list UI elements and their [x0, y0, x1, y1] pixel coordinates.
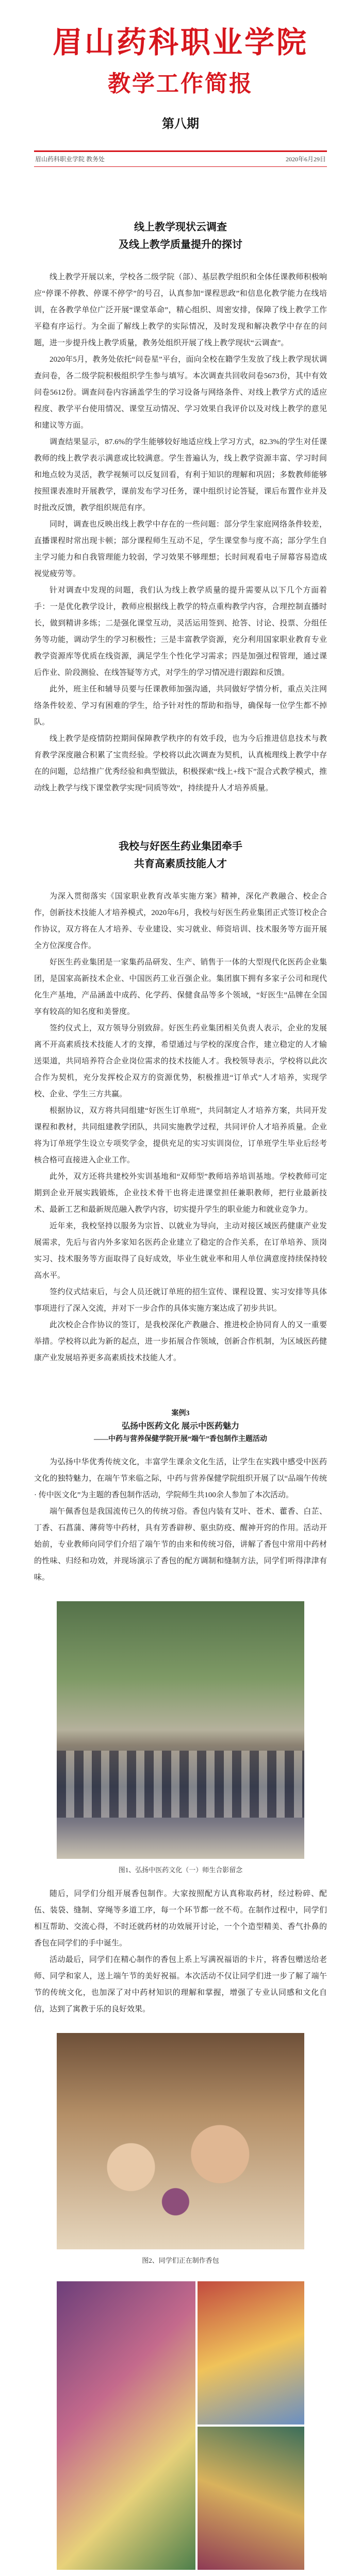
article2-paragraph: 签约仪式上，双方领导分别致辞。好医生药业集团相关负责人表示，企业的发展离不开高素质技术技能人才的支撑，希望通过与学校的深度合作，建立稳定的人才输送渠道，共同培养符合企业岗位需求的技术技能人才。我校领导表示，学校将以此次合作为契机，充分发挥校企双方的资源优势，积极推进“订单式”人才培养，实现学校、企业、学生三方共赢。 — [34, 1024, 327, 1098]
masthead — [34, 25, 327, 167]
figure-making-sachets — [57, 2033, 304, 2266]
article1-paragraph: 线上教学是疫情防控期间保障教学秩序的有效手段，也为今后推进信息技术与教育教学深度融合积累了宝贵经验。学校将以此次调查为契机，认真梳理线上教学中存在的问题，总结推广优秀经验和典型做法，积极探索“线上+线下”混合式教学模式，推动线上教学与线下课堂教学实现“同质等效”，持续提升人才培养质量。 — [34, 735, 327, 792]
article2-paragraph: 签约仪式结束后，与会人员还就订单班的招生宣传、课程设置、实习安排等具体事项进行了深入交流，并对下一步合作的具体实施方案达成了初步共识。 — [34, 1288, 327, 1313]
article1-paragraph: 线上教学开展以来，学校各二级学院（部）、基层教学组织和全体任课教师积极响应“停课不停教、停课不停学”的号召，认真参加“课程思政”和信息化教学能力在线培训，在各教学单位广泛开展“课堂革命”，精心组织、周密安排，保障了线上教学工作平稳有序运行。为全面了解线上教学的实际情况，及时发现和解决教学中存在的问题，进一步提升线上教学质量，教务处组织开展了线上教学现状“云调查”。 — [34, 273, 327, 347]
figure-sachet-collage — [57, 2281, 304, 2576]
publisher: 眉山药科职业学院 教务处 — [35, 156, 105, 163]
figure-group-photo — [57, 1601, 304, 1875]
article1-paragraph: 调查结果显示，87.6%的学生能够较好地适应线上学习方式，82.3%的学生对任课教师的线上教学表示满意或比较满意。学生普遍认为，线上教学资源丰富、学习时间和地点较为灵活，教学视频可以反复回看，有利于知识的理解和巩固；多数教师能够按照课表准时开展教学，课前发布学习任务，课中组织讨论答疑，课后布置作业并及时批改反馈，教学组织规范有序。 — [34, 438, 327, 512]
article-online-teaching-survey — [34, 218, 327, 796]
article3-paragraph: 随后，同学们分组开展香包制作。大家按照配方认真称取药材，经过粉碎、配伍、装袋、缝制、穿绳等多道工序，每一个环节都一丝不苟。在制作过程中，同学们相互帮助、交流心得，不时还就药材的功效展开讨论，一个个造型精美、香气扑鼻的香包在同学们的手中诞生。 — [34, 1890, 327, 1947]
photo-sachets-display-3 — [198, 2427, 304, 2570]
case-title: 弘扬中医药文化 展示中医药魅力 — [121, 1422, 239, 1431]
article1-title-line: 线上教学现状云调查 — [134, 222, 227, 233]
figure-caption-line: 图1、弘扬中医药文化（一）师生合影留念 — [118, 1866, 243, 1874]
photo-collage — [57, 2281, 304, 2570]
photo-hands-making-sachets — [57, 2033, 304, 2249]
article-school-enterprise-cooperation — [34, 838, 327, 1366]
article2-paragraph: 此次校企合作协议的签订，是我校深化产教融合、推进校企协同育人的又一重要举措。学校将以此为新的起点，进一步拓展合作领域，创新合作机制，为区域医药健康产业发展培养更多高素质技术技能人才。 — [34, 1321, 327, 1362]
school-name: 眉山药科职业学院 — [52, 26, 308, 59]
figure-caption — [57, 2256, 304, 2266]
photo-group-outdoor — [57, 1601, 304, 1859]
article2-paragraph: 此外，双方还将共建校外实训基地和“双师型”教师培养培训基地。学校教师可定期到企业开展实践锻炼，企业技术骨干也将走进课堂担任兼职教师，把行业最新技术、最新工艺和最新规范融入教学内容，切实提升学生的职业能力和就业竞争力。 — [34, 1173, 327, 1214]
article1-title — [34, 218, 327, 253]
article1-paragraph: 2020年5月，教务处依托“问卷星”平台，面向全校在籍学生发放了线上教学现状调查问卷，各二级学院积极组织学生参与填写。本次调查共回收问卷5673份，其中有效问卷5612份。调查问卷内容涵盖学生的学习设备与网络条件、对线上教学方式的适应程度、教学平台使用情况、课堂互动情况、学习效果自我评价以及对线上教学的意见和建议等方面。 — [34, 355, 327, 430]
bulletin-title: 教学工作简报 — [108, 71, 253, 96]
article3-paragraph: 为弘扬中华优秀传统文化，丰富学生课余文化生活，让学生在实践中感受中医药文化的独特魅力，在端午节来临之际，中药与营养保健学院组织开展了以“品端午传统 · 传中医文化”为主题的香包制作活动，学院师生共100余人参加了本次活动。 — [34, 1458, 327, 1499]
article2-title-line: 我校与好医生药业集团牵手 — [119, 841, 242, 852]
article1-paragraph: 针对调查中发现的问题，我们认为线上教学质量的提升需要从以下几个方面着手：一是优化教学设计，教师应根据线上教学的特点重构教学内容，合理控制直播时长，做到精讲多练；二是强化课堂互动，灵活运用签到、抢答、讨论、投票、分组任务等功能，调动学生的学习积极性；三是丰富教学资源，充分利用国家职业教育专业教学资源库等优质在线资源，满足学生个性化学习需求；四是加强过程管理，通过课后作业、阶段测验、在线答疑等方式，对学生的学习情况进行跟踪和反馈。 — [34, 586, 327, 677]
article1-paragraph: 此外，班主任和辅导员要与任课教师加强沟通，共同做好学情分析，重点关注网络条件较差、学习有困难的学生，给予针对性的帮助和指导，确保每一位学生都不掉队。 — [34, 685, 327, 726]
article2-title-line: 共育高素质技能人才 — [134, 858, 227, 870]
article1-paragraph: 同时，调查也反映出线上教学中存在的一些问题：部分学生家庭网络条件较差，直播课程时常出现卡顿；部分课程师生互动不足，学生课堂参与度不高；部分学生自主学习能力和自我管理能力较弱，学习效果不够理想；长时间观看电子屏幕容易造成视觉疲劳等。 — [34, 520, 327, 578]
photo-sachets-display-2 — [198, 2281, 304, 2425]
photo-sachets-display-1 — [57, 2281, 195, 2570]
article3-paragraph-group — [34, 1886, 327, 2018]
article3-paragraph: 端午佩香包是我国流传已久的传统习俗。香包内装有艾叶、苍术、藿香、白芷、丁香、石菖蒲、薄荷等中药材，具有芳香辟秽、驱虫防疫、醒神开窍的作用。活动开始前，专业教师向同学们介绍了端午节的由来和传统习俗，讲解了香包中常用中药材的性味、归经和功效，并现场演示了香包的配方调制和缝制方法，同学们听得津津有味。 — [34, 1507, 327, 1582]
article2-paragraph: 好医生药业集团是一家集药品研发、生产、销售于一体的大型现代化医药企业集团，是国家高新技术企业、中国医药工业百强企业。集团旗下拥有多家子公司和现代化生产基地，产品涵盖中成药、化学药、保健食品等多个领域，“好医生”品牌在全国享有较高的知名度和美誉度。 — [34, 958, 327, 1016]
article2-title — [34, 838, 327, 873]
issue-number: 第八期 — [162, 117, 199, 131]
article3-paragraph: 活动最后，同学们在精心制作的香包上系上写满祝福语的卡片，将香包赠送给老师、同学和家人，送上端午节的美好祝福。本次活动不仅让同学们进一步了解了端午节的传统文化，也加深了对中药材知识的理解和掌握，增强了专业认同感和文化自信，达到了寓教于乐的良好效果。 — [34, 1956, 327, 2013]
article2-paragraph: 为深入贯彻落实《国家职业教育改革实施方案》精神，深化产教融合、校企合作，创新技术技能人才培养模式，2020年6月，我校与好医生药业集团正式签订校企合作协议，双方将在人才培养、专业建设、实习就业、师资培训、技术服务等方面开展全方位深度合作。 — [34, 892, 327, 950]
masthead-meta-bar — [34, 150, 327, 167]
figure-caption-line: 图2、同学们正在制作香包 — [142, 2257, 219, 2264]
case-label: 案例3 — [171, 1410, 190, 1417]
article2-paragraph: 近年来，我校坚持以服务为宗旨、以就业为导向，主动对接区域医药健康产业发展需求，先后与省内外多家知名医药企业建立了稳定的合作关系，在订单培养、顶岗实习、技术服务等方面取得了良好成效，毕业生就业率和用人单位满意度持续保持较高水平。 — [34, 1222, 327, 1280]
publish-date: 2020年6月29日 — [285, 156, 326, 163]
figure-caption — [57, 1865, 304, 1875]
article1-title-line: 及线上教学质量提升的探讨 — [119, 239, 242, 250]
article-tcm-culture-case — [34, 1408, 327, 2576]
article2-paragraph: 根据协议，双方将共同组建“好医生订单班”，共同制定人才培养方案，共同开发课程和教材，共同组建教学团队，共同实施教学过程，共同评价人才培养质量。企业将为订单班学生设立专项奖学金，提供充足的实习实训岗位，订单班学生毕业后经考核合格可直接进入企业工作。 — [34, 1107, 327, 1164]
case-subtitle: ——中药与营养保健学院开展“端午”香包制作主题活动 — [94, 1435, 267, 1443]
